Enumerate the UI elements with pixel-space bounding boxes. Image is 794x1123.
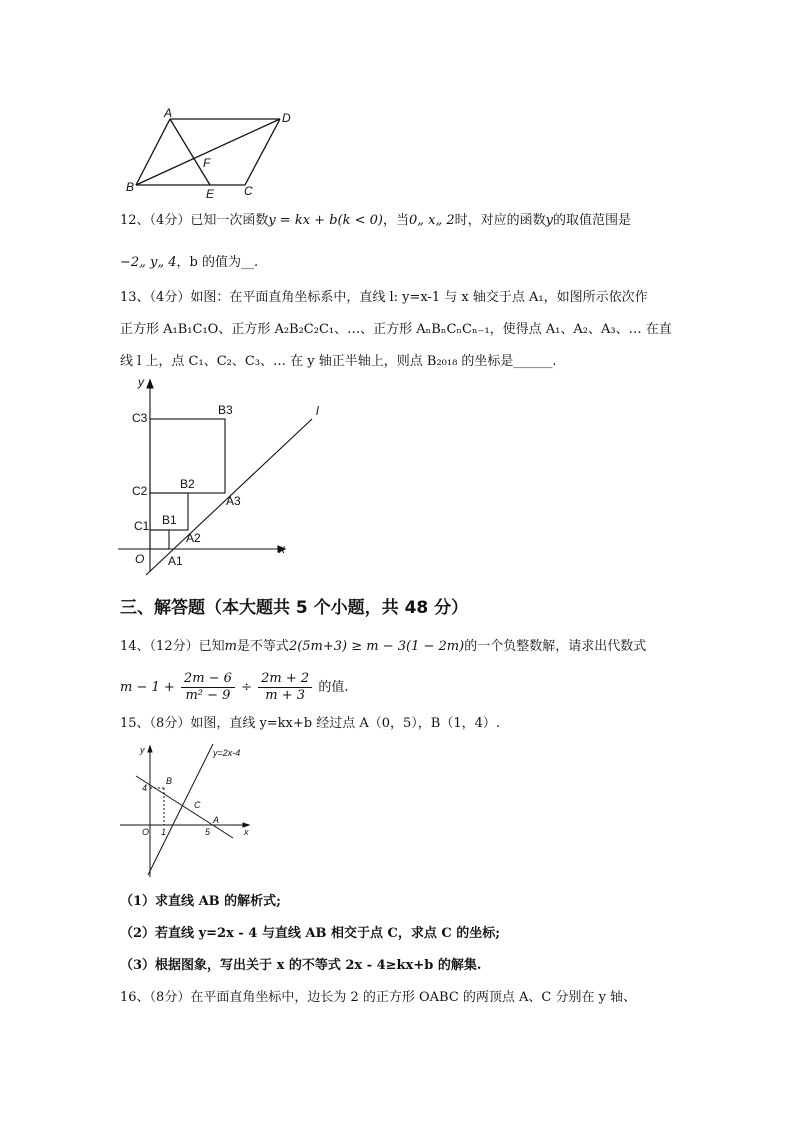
label-b2: B2 <box>180 477 195 491</box>
label-l: l <box>316 404 319 418</box>
q13-line1: 13、（4分）如图：在平面直角坐标系中，直线 l: y=x-1 与 x 轴交于点 A₁，如图所示依次作 <box>120 290 648 305</box>
label-c1: C1 <box>134 519 150 533</box>
label-o-2: O <box>142 827 150 837</box>
q12-line2 <box>120 253 258 273</box>
label-y-2: y <box>140 745 145 755</box>
q12-line1 <box>120 211 631 231</box>
label-a2: A2 <box>186 531 201 545</box>
q14-prefix: 14、（12分）已知 <box>120 639 225 654</box>
label-5: 5 <box>205 827 211 837</box>
q12-mid: ，当 <box>382 213 409 228</box>
q14-frac2-num: 2m + 2 <box>258 671 312 688</box>
segment-ae <box>170 119 210 185</box>
q14-m: m <box>224 639 237 654</box>
q14-div: ÷ <box>241 680 252 695</box>
q13-line2: 正方形 A₁B₁C₁O、正方形 A₂B₂C₂C₁、…、正方形 AₙBₙCₙCₙ₋₁，使得点 A₁、A₂、A₃、… 在直 <box>120 322 672 337</box>
q14-frac2-den: m + 3 <box>265 688 306 703</box>
q14-frac1-den: m² − 9 <box>185 688 231 703</box>
q14-fraction-1 <box>181 671 235 704</box>
label-a: A <box>164 106 173 120</box>
q12-prefix: 12、（4分）已知一次函数 <box>120 213 269 228</box>
q15-line1: 15、（8分）如图，直线 y=kx+b 经过点 A（0，5），B（1，4）. <box>120 716 501 731</box>
label-c3: C3 <box>132 411 148 425</box>
label-c: C <box>244 184 253 198</box>
line-ab <box>136 776 233 838</box>
label-c-2: C <box>194 800 201 810</box>
q14-expr-lead: m − 1 + <box>120 680 175 695</box>
label-b1: B1 <box>162 513 177 527</box>
q14-frac1-num: 2m − 6 <box>181 671 235 688</box>
parallelogram-figure <box>118 105 298 200</box>
q12-range-y: −2„ y„ 4 <box>120 255 177 270</box>
label-x: x <box>279 542 285 556</box>
section-3-heading: 三、解答题（本大题共 5 个小题，共 48 分） <box>120 598 469 618</box>
label-f: F <box>203 156 211 170</box>
label-e: E <box>206 187 215 200</box>
y-axis-arrow <box>147 380 153 388</box>
label-a-2: A <box>213 815 220 825</box>
label-x-2: x <box>244 827 249 837</box>
q12-suffix: 时，对应的函数 <box>454 213 546 228</box>
squares-figure <box>118 372 348 577</box>
lines-figure <box>118 742 258 882</box>
label-b: B <box>126 180 135 194</box>
label-eq: y=2x-4 <box>213 748 241 758</box>
label-a1: A1 <box>168 554 183 568</box>
label-b-2: B <box>166 776 173 786</box>
q14-inequality: 2(5m+3) ≥ m − 3(1 − 2m) <box>288 639 465 654</box>
q12-formula: y = kx + b(k < 0) <box>268 213 383 228</box>
q15-sub1: （1）求直线 AB 的解析式; <box>120 894 281 909</box>
label-4: 4 <box>142 783 148 793</box>
q14-mid: 是不等式 <box>236 639 289 654</box>
square-1 <box>150 530 169 549</box>
q12-line2-text: ，b 的值为 <box>176 255 241 270</box>
y-axis-arrow-2 <box>148 746 152 752</box>
q15-sub3: （3）根据图象，写出关于 x 的不等式 2x - 4≥kx+b 的解集. <box>120 958 482 973</box>
q12-range-x: 0„ x„ 2 <box>408 213 455 228</box>
q14-line1 <box>120 637 646 657</box>
label-o: O <box>135 552 145 566</box>
q12-answer-blank: __ <box>240 255 254 270</box>
q14-suffix: 的一个负整数解，请求出代数式 <box>464 639 647 654</box>
label-d: D <box>282 111 291 125</box>
q12-suffix2: 的取值范围是 <box>552 213 631 228</box>
q12-y-var: y <box>545 213 553 228</box>
label-1: 1 <box>161 827 167 837</box>
edge-dc <box>245 119 280 185</box>
q15-sub2: （2）若直线 y=2x - 4 与直线 AB 相交于点 C，求点 C 的坐标; <box>120 926 501 941</box>
q12-end: . <box>253 255 259 270</box>
label-y: y <box>138 375 144 389</box>
label-c2: C2 <box>132 484 148 498</box>
edge-ab <box>136 119 170 185</box>
label-a3: A3 <box>226 494 241 508</box>
diagonal-bd <box>136 119 280 185</box>
q13-line3: 线 l 上，点 C₁、C₂、C₃、… 在 y 轴正半轴上，则点 B₂₀₁₈ 的坐标是______. <box>120 354 557 369</box>
label-b3: B3 <box>218 403 233 417</box>
q14-end: 的值. <box>318 680 349 695</box>
q16-line1: 16、（8分）在平面直角坐标中，边长为 2 的正方形 OABC 的两顶点 A、C 分别在 y 轴、 <box>120 990 637 1005</box>
line-2x-4 <box>148 744 213 875</box>
q14-fraction-2 <box>258 671 312 704</box>
q14-line2 <box>120 670 348 706</box>
